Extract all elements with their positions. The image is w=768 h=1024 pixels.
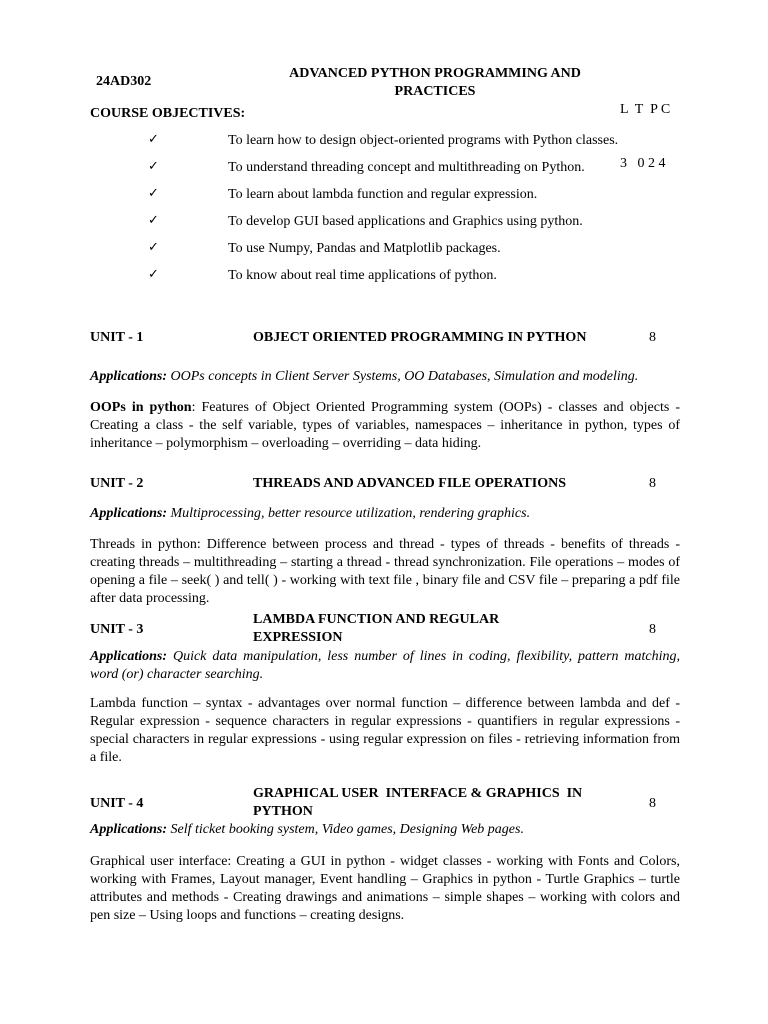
applications-label: Applications: xyxy=(90,822,168,837)
ltpc-block xyxy=(620,65,670,191)
unit-title: OBJECT ORIENTED PROGRAMMING IN PYTHON xyxy=(253,330,587,345)
unit-title-line1: LAMBDA FUNCTION AND REGULAR xyxy=(253,612,500,627)
unit-title-line2: PYTHON xyxy=(253,804,313,819)
unit-title-line2: EXPRESSION xyxy=(253,630,343,645)
applications-label: Applications: xyxy=(90,506,168,521)
check-icon: ✓ xyxy=(148,240,159,255)
objective-text: To know about real time applications of python. xyxy=(228,268,497,283)
unit-label: UNIT - 4 xyxy=(90,796,144,811)
unit-hours: 8 xyxy=(649,796,656,811)
objective-text: To use Numpy, Pandas and Matplotlib packages. xyxy=(228,241,501,256)
unit-body xyxy=(90,399,680,453)
unit-title xyxy=(253,785,633,821)
unit-body: Threads in python: Difference between process and thread - types of threads - benefits of threads - creating threads – multithreading – starting a thread - thread synchronization. File operations – modes of opening a file – seek( ) and tell( ) - working with text file , binary file and CSV file – preparing a pdf file after data processing. xyxy=(90,537,680,606)
unit-applications xyxy=(90,368,680,386)
unit-body: Lambda function – syntax - advantages over normal function – difference between lambda and def - Regular expression - sequence characters in regular expressions - quantifiers in regular expressions - special characters in regular expressions - using regular expression on files - retrieving information from a file. xyxy=(90,696,680,765)
applications-text: Quick data manipulation, less number of lines in coding, flexibility, pattern matching, word (or) character searching. xyxy=(90,649,680,682)
objectives-heading: COURSE OBJECTIVES: xyxy=(90,106,246,121)
applications-label: Applications: xyxy=(90,649,168,664)
check-icon: ✓ xyxy=(148,213,159,228)
unit-body-text: : Features of Object Oriented Programming system (OOPs) - classes and objects - Creating a class - the self variable, types of variables, namespaces – inheritance in python, types of inheritance – polymorphism – overloading – overriding – data hiding. xyxy=(90,400,680,451)
ltpc-labels: L T P C xyxy=(620,102,671,117)
unit-applications xyxy=(90,648,680,684)
check-icon: ✓ xyxy=(148,132,159,147)
ltpc-values: 3 0 2 4 xyxy=(620,156,666,171)
course-title-line2: PRACTICES xyxy=(394,84,476,99)
applications-text: OOPs concepts in Client Server Systems, OO Databases, Simulation and modeling. xyxy=(167,369,639,384)
unit-label: UNIT - 1 xyxy=(90,330,144,345)
check-icon: ✓ xyxy=(148,186,159,201)
applications-text: Self ticket booking system, Video games, Designing Web pages. xyxy=(167,822,524,837)
objective-text: To learn how to design object-oriented programs with Python classes. xyxy=(228,133,619,148)
check-icon: ✓ xyxy=(148,159,159,174)
applications-label: Applications: xyxy=(90,369,168,384)
unit-applications xyxy=(90,821,680,839)
unit-title xyxy=(253,611,633,647)
course-title-line1: ADVANCED PYTHON PROGRAMMING AND xyxy=(289,66,581,81)
check-icon: ✓ xyxy=(148,267,159,282)
unit-hours: 8 xyxy=(649,330,656,345)
objective-text: To develop GUI based applications and Graphics using python. xyxy=(228,214,583,229)
unit-hours: 8 xyxy=(649,476,656,491)
objective-text: To understand threading concept and multithreading on Python. xyxy=(228,160,585,175)
unit-label: UNIT - 3 xyxy=(90,622,144,637)
course-title xyxy=(250,65,620,101)
unit-title-line1: GRAPHICAL USER INTERFACE & GRAPHICS IN xyxy=(253,786,583,801)
unit-body-lead: OOPs in python xyxy=(90,400,192,415)
unit-label: UNIT - 2 xyxy=(90,476,144,491)
course-code: 24AD302 xyxy=(96,74,152,89)
unit-title: THREADS AND ADVANCED FILE OPERATIONS xyxy=(253,476,566,491)
unit-body: Graphical user interface: Creating a GUI in python - widget classes - working with Fonts and Colors, working with Frames, Layout manager, Event handling – Graphics in python - Turtle Graphics – turtle attributes and methods - Creating drawings and animations – simple shapes – working with colors and pen size – Using loops and functions – creating designs. xyxy=(90,854,680,923)
objective-text: To learn about lambda function and regular expression. xyxy=(228,187,538,202)
applications-text: Multiprocessing, better resource utilization, rendering graphics. xyxy=(167,506,531,521)
unit-applications xyxy=(90,505,680,523)
unit-hours: 8 xyxy=(649,622,656,637)
